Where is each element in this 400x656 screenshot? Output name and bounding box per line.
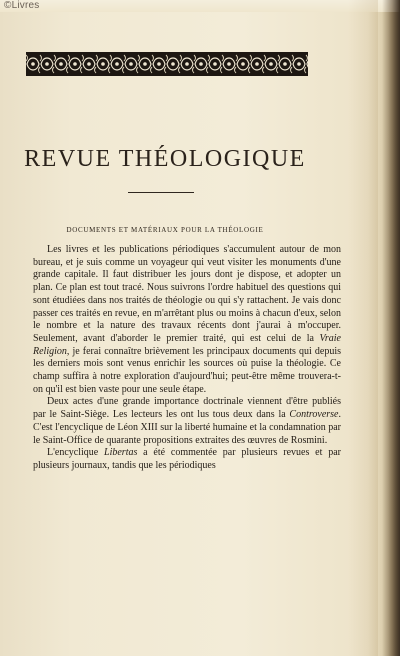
paragraph-1 [33,244,341,396]
ornament-dot [115,62,119,66]
ornament-dot [157,62,161,66]
ornament-dot [31,62,35,66]
page-top-margin [0,0,400,12]
ornament-dot [59,62,63,66]
ornament-dot [227,62,231,66]
ornament-dot [213,62,217,66]
paragraph-3-text-b: a été commentée par plusieurs revues et par plusieurs journaux, tandis que les périodiques [33,447,341,471]
paragraph-3-italic: Libertas [104,447,138,459]
ornament-dot [199,62,203,66]
paragraph-2 [33,396,341,447]
title-divider [128,192,194,193]
ornament-dot [269,62,273,66]
ornament-dot [185,62,189,66]
ornament-dot [129,62,133,66]
paragraph-1-italic: Vraie Religion [33,332,341,357]
ornament-dot [45,62,49,66]
ornament-dot [283,62,287,66]
paragraph-2-italic: Controverse [289,409,339,421]
page-title: REVUE THÉOLOGIQUE [24,146,306,172]
ornament-dot [171,62,175,66]
ornament-dot [87,62,91,66]
ornament-dot [101,62,105,66]
decorative-header-ornament [26,52,308,76]
ornament-dot [143,62,147,66]
paragraph-3-text-a: L'encyclique [47,447,105,459]
book-binding-edge [382,0,400,656]
paragraph-2-text-b: . C'est l'encyclique de Léon XIII sur la liberté humaine et la condamnation par le Saint-Office de quarante propositions extraites des œuvres de Rosmini. [33,409,341,446]
article-body [33,244,341,473]
ornament-dot [297,62,301,66]
watermark-text: ©Livres [4,0,40,11]
paragraph-1-text-b: , je ferai connaître brièvement les principaux documents qui depuis les derniers mois sont venus enrichir les sources où puise la théologie. Ce champ suffira à notre exploration d'aujourd'hui; peut-être même trouvera-t-on qu'il est bien vaste pour une seule étape. [33,345,341,395]
paragraph-1-text-a: Les livres et les publications périodiques s'accumulent autour de mon bureau, et je suis comme un voyageur qui veut visiter les monuments d'une grande capitale. Il faut distribuer les jours dont je dispose, et adopter un plan. Ce plan est tout tracé. Nous suivrons l'ordre habituel des questions qui sont étudiées dans nos traités de théologie ou qui s'y rattachent. Je vais donc passer ces traités en revue, en m'arrêtant plus ou moins à chacun d'eux, selon le nombre et la nature des travaux récents dont j'aurai à m'occuper. Seulement, avant d'aborder le premier traité, qui est celui de la [33,244,341,344]
paragraph-2-text-a: Deux actes d'une grande importance doctrinale viennent d'être publiés par le Saint-Siège. Les lecteurs les ont lus tous deux dans la [33,396,341,421]
page-edge-shading [348,0,378,656]
ornament-dot [255,62,259,66]
ornament-dot [73,62,77,66]
section-subtitle: DOCUMENTS ET MATÉRIAUX POUR LA THÉOLOGIE [66,226,264,234]
ornament-dot [241,62,245,66]
paragraph-3 [33,447,341,472]
